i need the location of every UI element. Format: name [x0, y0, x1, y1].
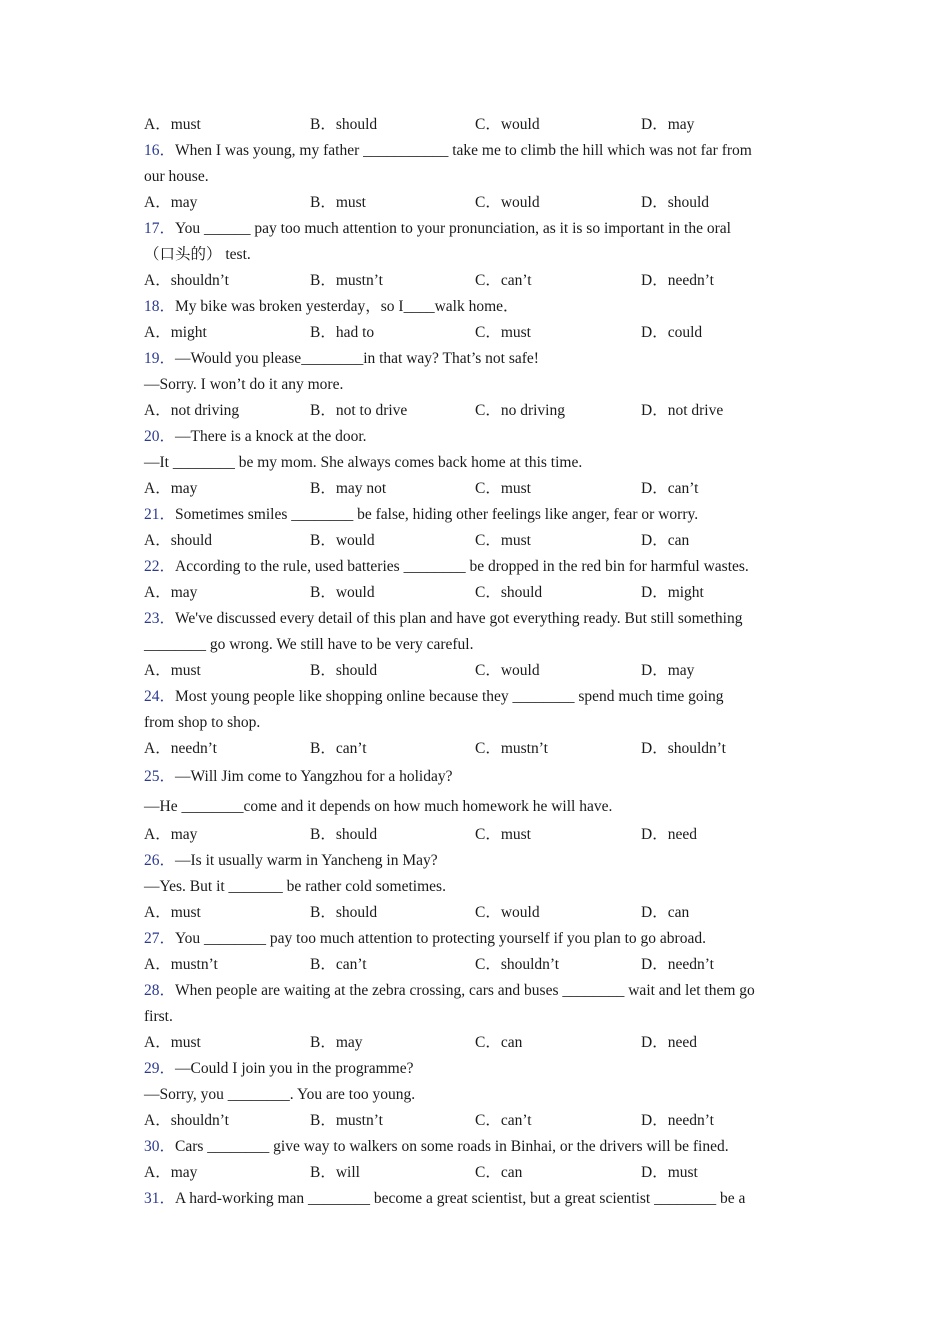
option-c: C．can’t: [475, 1112, 532, 1129]
question-number: 31．: [144, 1190, 176, 1207]
option-c: C．mustn’t: [475, 740, 548, 757]
option-b: B．mustn’t: [310, 1112, 383, 1129]
options-row-21: [144, 528, 814, 554]
option-c: C．must: [475, 532, 531, 549]
option-d: D．can’t: [641, 480, 699, 497]
question-text: Cars ________ give way to walkers on some roads in Binhai, or the drivers will be fined.: [175, 1138, 729, 1155]
question-text: Sometimes smiles ________ be false, hiding other feelings like anger, fear or worry.: [175, 506, 699, 523]
question-21-stem: [144, 502, 814, 528]
question-29-stem-cont: —Sorry, you ________. You are too young.: [144, 1086, 416, 1103]
options-row-19: [144, 398, 814, 424]
question-text: —Would you please________in that way? That’s not safe!: [175, 350, 539, 367]
question-text: —Will Jim come to Yangzhou for a holiday?: [175, 768, 453, 785]
question-number: 29．: [144, 1060, 176, 1077]
option-b: B．will: [310, 1164, 360, 1181]
option-b: B．should: [310, 904, 378, 921]
option-a: A．shouldn’t: [144, 1112, 229, 1129]
option-b: B．must: [310, 194, 366, 211]
question-22-stem: [144, 554, 814, 580]
option-b: B．should: [310, 826, 378, 843]
option-d: D．should: [641, 194, 710, 211]
option-a: A．may: [144, 1164, 198, 1181]
question-text: —Could I join you in the programme?: [175, 1060, 414, 1077]
option-b: B．can’t: [310, 740, 367, 757]
option-d: D．may: [641, 662, 695, 679]
option-d: D．can: [641, 904, 690, 921]
exam-page: [144, 112, 814, 1212]
question-text: A hard-working man ________ become a great scientist, but a great scientist ________ be a: [175, 1190, 746, 1207]
options-row-16: [144, 190, 814, 216]
option-a: A．must: [144, 1034, 201, 1051]
option-c: C．must: [475, 826, 531, 843]
option-c: C．would: [475, 662, 540, 679]
question-text: When I was young, my father ___________ take me to climb the hill which was not far from: [175, 142, 752, 159]
question-28-stem: [144, 978, 814, 1004]
option-d: D．could: [641, 324, 703, 341]
question-text: —There is a knock at the door.: [175, 428, 367, 445]
option-d: D．need: [641, 826, 697, 843]
options-row-25: [144, 822, 814, 848]
question-17-stem: [144, 216, 814, 242]
option-c: C．can’t: [475, 272, 532, 289]
question-number: 25．: [144, 768, 176, 785]
options-row-24: [144, 736, 814, 762]
option-d: D．needn’t: [641, 956, 714, 973]
option-b: B．would: [310, 584, 375, 601]
question-29-stem: [144, 1056, 814, 1082]
question-20-stem: [144, 424, 814, 450]
question-28-stem-cont: first.: [144, 1008, 173, 1025]
question-26-stem-cont: —Yes. But it _______ be rather cold sometimes.: [144, 878, 446, 895]
option-c: C．would: [475, 116, 540, 133]
option-d: D．needn’t: [641, 272, 714, 289]
option-c: C．no driving: [475, 402, 565, 419]
option-b: B．should: [310, 662, 378, 679]
option-a: A．should: [144, 532, 213, 549]
options-row-27: [144, 952, 814, 978]
question-24-stem-cont: from shop to shop.: [144, 714, 261, 731]
question-19-stem-cont: —Sorry. I won’t do it any more.: [144, 376, 344, 393]
option-a: A．not driving: [144, 402, 240, 419]
option-b: B．can’t: [310, 956, 367, 973]
option-c: C．shouldn’t: [475, 956, 560, 973]
option-a: A．must: [144, 116, 201, 133]
options-row-18: [144, 320, 814, 346]
option-a: A．might: [144, 324, 207, 341]
question-number: 17．: [144, 220, 176, 237]
question-number: 22．: [144, 558, 176, 575]
option-d: D．must: [641, 1164, 698, 1181]
question-30-stem: [144, 1134, 814, 1160]
option-b: B．may not: [310, 480, 387, 497]
question-number: 23．: [144, 610, 176, 627]
question-text: Most young people like shopping online because they ________ spend much time going: [175, 688, 724, 705]
options-row-15: [144, 112, 814, 138]
question-number: 30．: [144, 1138, 176, 1155]
question-number: 26．: [144, 852, 176, 869]
option-a: A．needn’t: [144, 740, 217, 757]
options-row-22: [144, 580, 814, 606]
option-d: D．needn’t: [641, 1112, 714, 1129]
option-d: D．may: [641, 116, 695, 133]
option-b: B．should: [310, 116, 378, 133]
option-a: A．must: [144, 904, 201, 921]
question-26-stem: [144, 848, 814, 874]
option-b: B．would: [310, 532, 375, 549]
option-d: D．need: [641, 1034, 697, 1051]
option-a: A．may: [144, 480, 198, 497]
question-text: When people are waiting at the zebra crossing, cars and buses ________ wait and let them go: [175, 982, 755, 999]
question-number: 19．: [144, 350, 176, 367]
question-number: 16．: [144, 142, 176, 159]
options-row-28: [144, 1030, 814, 1056]
question-23-stem-cont: ________ go wrong. We still have to be very careful.: [144, 636, 474, 653]
option-c: C．can: [475, 1034, 523, 1051]
question-text: You ______ pay too much attention to your pronunciation, as it is so important in the oral: [175, 220, 731, 237]
option-a: A．may: [144, 826, 198, 843]
question-text: —Is it usually warm in Yancheng in May?: [175, 852, 438, 869]
option-c: C．must: [475, 324, 531, 341]
question-19-stem: [144, 346, 814, 372]
option-a: A．may: [144, 584, 198, 601]
option-a: A．shouldn’t: [144, 272, 229, 289]
option-d: D．can: [641, 532, 690, 549]
question-18-stem: [144, 294, 814, 320]
options-row-26: [144, 900, 814, 926]
question-number: 27．: [144, 930, 176, 947]
question-text: You ________ pay too much attention to protecting yourself if you plan to go abroad.: [175, 930, 706, 947]
option-d: D．not drive: [641, 402, 724, 419]
options-row-17: [144, 268, 814, 294]
question-20-stem-cont: —It ________ be my mom. She always comes back home at this time.: [144, 454, 583, 471]
option-d: D．might: [641, 584, 704, 601]
option-c: C．should: [475, 584, 543, 601]
question-25-stem: [144, 762, 814, 792]
question-16-stem-cont: our house.: [144, 168, 209, 185]
option-c: C．must: [475, 480, 531, 497]
question-text: We've discussed every detail of this plan and have got everything ready. But still something: [175, 610, 743, 627]
question-24-stem: [144, 684, 814, 710]
question-number: 21．: [144, 506, 176, 523]
options-row-30: [144, 1160, 814, 1186]
option-c: C．would: [475, 194, 540, 211]
question-number: 24．: [144, 688, 176, 705]
question-17-stem-cont: （口头的） test.: [144, 246, 251, 263]
option-b: B．had to: [310, 324, 375, 341]
options-row-23: [144, 658, 814, 684]
option-a: A．mustn’t: [144, 956, 218, 973]
option-d: D．shouldn’t: [641, 740, 726, 757]
question-16-stem: [144, 138, 814, 164]
option-a: A．must: [144, 662, 201, 679]
question-27-stem: [144, 926, 814, 952]
question-23-stem: [144, 606, 814, 632]
option-c: C．would: [475, 904, 540, 921]
option-b: B．mustn’t: [310, 272, 383, 289]
question-text: My bike was broken yesterday，so I____walk home．: [175, 298, 519, 315]
option-b: B．not to drive: [310, 402, 408, 419]
options-row-20: [144, 476, 814, 502]
option-b: B．may: [310, 1034, 363, 1051]
question-number: 28．: [144, 982, 176, 999]
option-a: A．may: [144, 194, 198, 211]
option-c: C．can: [475, 1164, 523, 1181]
question-number: 18．: [144, 298, 176, 315]
question-text: According to the rule, used batteries ________ be dropped in the red bin for harmful wastes.: [175, 558, 749, 575]
question-31-stem: [144, 1186, 814, 1212]
question-25-stem-cont: —He ________come and it depends on how much homework he will have.: [144, 798, 613, 815]
question-number: 20．: [144, 428, 176, 445]
options-row-29: [144, 1108, 814, 1134]
